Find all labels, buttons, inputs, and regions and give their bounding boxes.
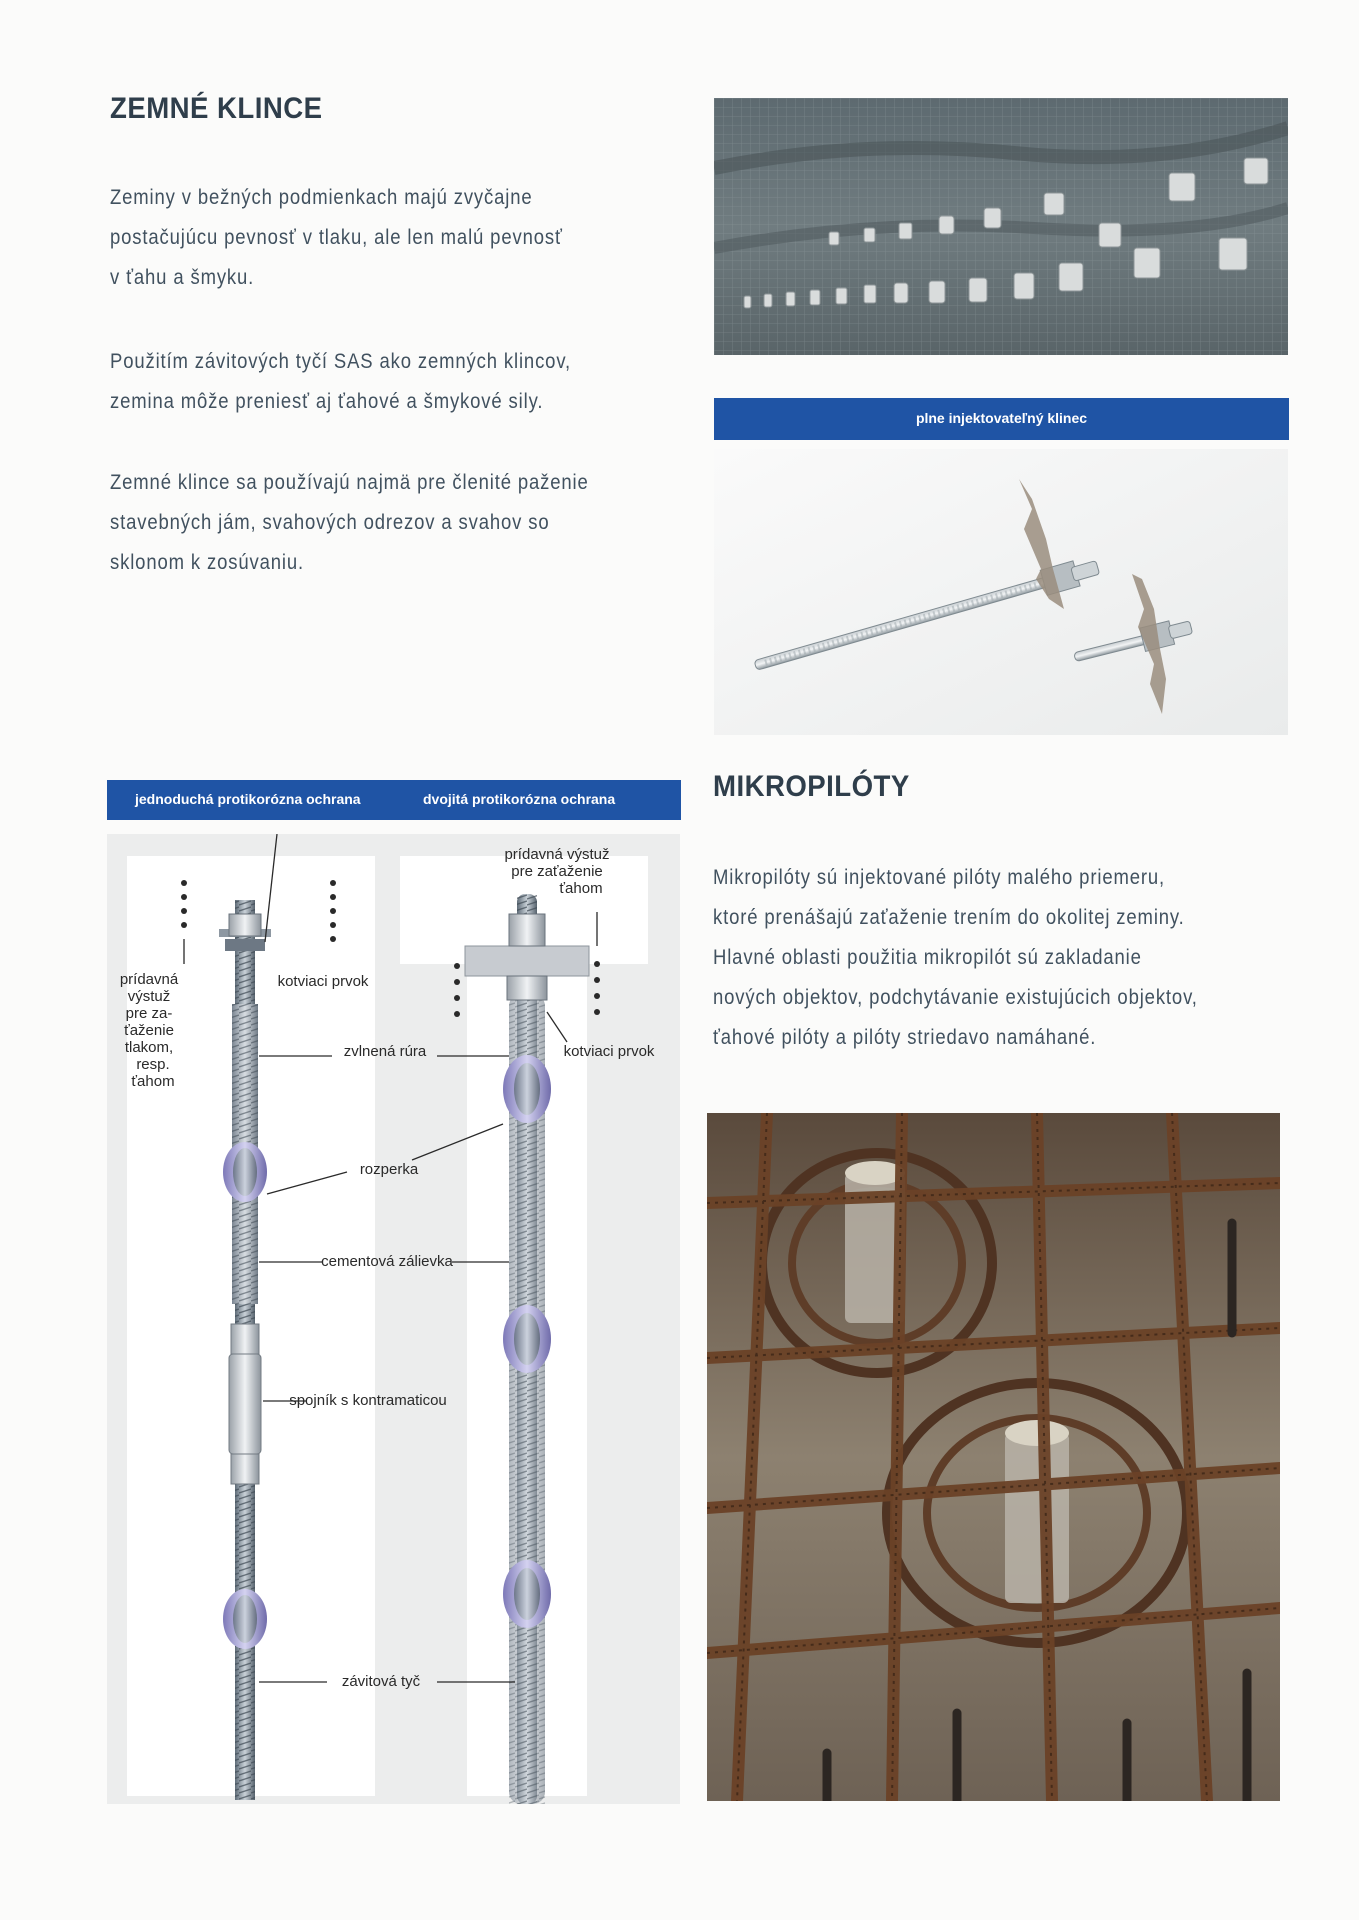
section-title-zemne-klince: ZEMNÉ KLINCE (110, 92, 323, 125)
text-line: ktoré prenášajú zaťaženie trením do okolitej zeminy. (713, 905, 1185, 929)
text-line: v ťahu a šmyku. (110, 265, 255, 289)
soil-nail-wall-photo (714, 98, 1288, 355)
label-additional-compression-5: tlakom, (124, 1039, 174, 1056)
diagram-header-bar (107, 780, 681, 820)
label-additional-compression-3: pre za- (125, 1005, 173, 1022)
label-coupler: spojník s kontramaticou (289, 1392, 447, 1409)
text-line: Zeminy v bežných podmienkach majú zvyčajne (110, 185, 533, 209)
text-line: Hlavné oblasti použitia mikropilót sú zakladanie (713, 945, 1142, 969)
label-corrugated-pipe: zvlnená rúra (343, 1043, 427, 1060)
nail-caption-bar (714, 398, 1289, 440)
text-line: zemina môže preniesť aj ťahové a šmykové sily. (110, 389, 544, 413)
label-additional-tension-3: ťahom (559, 880, 603, 897)
label-spacer: rozperka (359, 1161, 419, 1178)
label-grout: cementová zálievka (321, 1253, 453, 1270)
text-line: postačujúcu pevnosť v tlaku, ale len malú pevnosť (110, 225, 563, 249)
label-additional-compression-2: výstuž (127, 988, 171, 1005)
label-anchor-right: kotviaci prvok (563, 1043, 655, 1060)
label-threaded-bar: závitová tyč (341, 1673, 421, 1690)
label-additional-tension-2: pre zaťaženie (511, 863, 603, 880)
label-additional-compression: prídavná (119, 971, 179, 988)
text-line: Mikropilóty sú injektované pilóty malého priemeru, (713, 865, 1166, 889)
text-line: ťahové pilóty a pilóty striedavo namáhané. (713, 1025, 1097, 1049)
text-line: Zemné klince sa používajú najmä pre členité paženie (110, 470, 589, 494)
nail-caption-text: plne injektovateľný klinec (915, 410, 1088, 426)
label-anchor-left: kotviaci prvok (277, 973, 369, 990)
label-additional-tension: prídavná výstuž (504, 846, 610, 863)
section-title-mikropiloty: MIKROPILÓTY (713, 770, 910, 803)
corrosion-protection-diagram (107, 834, 680, 1804)
header-double-protection: dvojitá protikorózna ochrana (423, 791, 616, 807)
micropile-rebar-photo (707, 1113, 1280, 1801)
text-line: stavebných jám, svahových odrezov a svahov so (110, 510, 550, 534)
text-line: sklonom k zosúvaniu. (110, 550, 304, 574)
injectable-nail-render (714, 449, 1288, 735)
label-additional-compression-4: ťaženie (124, 1022, 174, 1039)
label-additional-compression-6: resp. (136, 1056, 170, 1073)
text-line: Použitím závitových tyčí SAS ako zemných klincov, (110, 349, 572, 373)
header-single-protection: jednoduchá protikorózna ochrana (135, 791, 361, 807)
label-additional-compression-7: ťahom (131, 1073, 175, 1090)
text-line: nových objektov, podchytávanie existujúcich objektov, (713, 985, 1198, 1009)
